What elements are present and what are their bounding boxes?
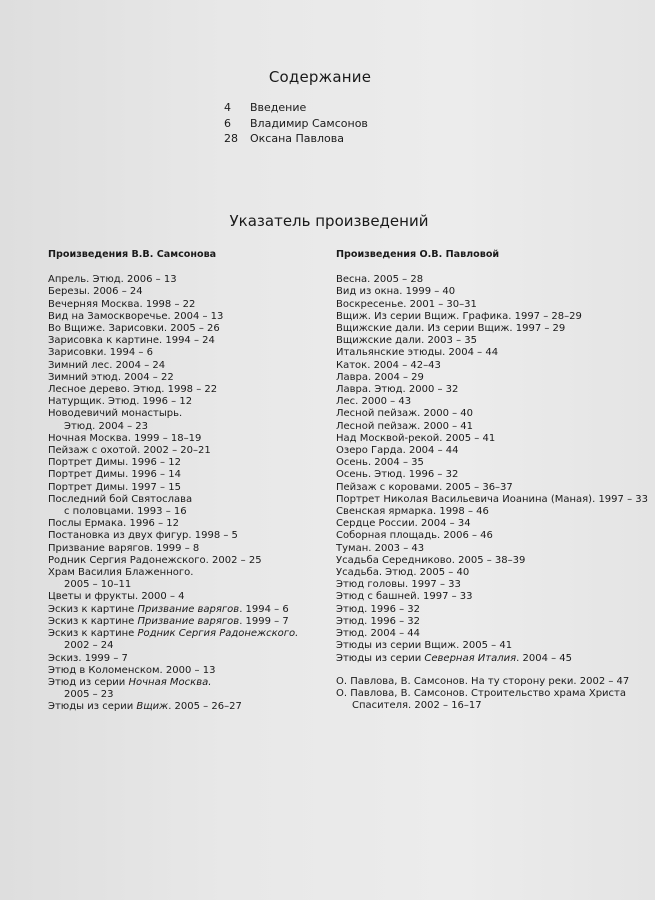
entry-prefix: Этюд из серии (48, 676, 129, 688)
index-entry: Лесной пейзаж. 2000 – 41 (336, 420, 474, 432)
index-entry: Вид на Замоскворечье. 2004 – 13 (48, 310, 224, 322)
contents-title: Содержание (268, 68, 372, 86)
index-entry: Над Москвой-рекой. 2005 – 41 (336, 432, 496, 444)
index-entry: Лавра. 2004 – 29 (336, 371, 424, 383)
index-entry: Лес. 2000 – 43 (336, 396, 412, 408)
index-column-samsonov (48, 249, 298, 714)
index-entry (336, 653, 648, 665)
entry-prefix: Этюды из серии (336, 652, 425, 664)
contents-page-number: 4 (224, 101, 231, 114)
index-entry (48, 628, 298, 640)
entry-italic-title: Вщиж (136, 701, 169, 713)
index-entry: Цветы и фрукты. 2000 – 4 (48, 591, 185, 603)
index-entry: Вечерняя Москва. 1998 – 22 (48, 298, 196, 310)
index-entry: Сердце России. 2004 – 34 (336, 518, 471, 530)
index-column-pavlova (336, 249, 648, 712)
index-entry: Портрет Димы. 1996 – 12 (48, 457, 181, 469)
entry-italic-title: Северная Италия (424, 652, 517, 664)
index-entry: Соборная площадь. 2006 – 46 (336, 530, 493, 542)
index-entry: Лесной пейзаж. 2000 – 40 (336, 408, 474, 420)
index-entry-continuation: 2002 – 24 (64, 640, 114, 652)
contents-list (224, 100, 368, 147)
index-entry: Постановка из двух фигур. 1998 – 5 (48, 530, 238, 542)
spacer (336, 665, 648, 676)
index-entry: Вщижские дали. 2003 – 35 (336, 335, 477, 347)
entry-prefix: Эскиз к картине (48, 615, 138, 627)
index-entry-continuation: Этюд. 2004 – 23 (64, 420, 149, 432)
index-entry: Этюд. 1996 – 32 (336, 615, 421, 627)
index-entry: Храм Василия Блаженного. (48, 567, 194, 579)
entry-suffix: . 2004 – 45 (516, 652, 573, 664)
index-entry: Весна. 2005 – 28 (336, 274, 424, 286)
index-entry: Туман. 2003 – 43 (336, 542, 425, 554)
index-entry: Апрель. Этюд. 2006 – 13 (48, 274, 177, 286)
index-entry (48, 701, 298, 713)
index-entry: Этюд в Коломенском. 2000 – 13 (48, 664, 216, 676)
index-title: Указатель произведений (229, 212, 429, 230)
entry-suffix: . 1994 – 6 (239, 603, 289, 615)
index-entry: Призвание варягов. 1999 – 8 (48, 542, 200, 554)
index-entry: Послы Ермака. 1996 – 12 (48, 518, 179, 530)
index-entry: О. Павлова, В. Самсонов. На ту сторону реки. 2002 – 47 (336, 675, 630, 687)
index-entry: Каток. 2004 – 42–43 (336, 359, 441, 371)
index-entry: Этюд с башней. 1997 – 33 (336, 591, 473, 603)
index-entry: Вид из окна. 1999 – 40 (336, 286, 456, 298)
index-entry-continuation: с половцами. 1993 – 16 (64, 506, 187, 518)
index-entry: Зимний лес. 2004 – 24 (48, 359, 166, 371)
index-entry: Озеро Гарда. 2004 – 44 (336, 445, 459, 457)
index-entry: Этюды из серии Вщиж. 2005 – 41 (336, 640, 513, 652)
index-entry: Усадьба. Этюд. 2005 – 40 (336, 567, 470, 579)
index-entry: Во Вщиже. Зарисовки. 2005 – 26 (48, 323, 220, 335)
index-entry: Березы. 2006 – 24 (48, 286, 143, 298)
index-entry: Эскиз. 1999 – 7 (48, 652, 128, 664)
index-entry: Лесное дерево. Этюд. 1998 – 22 (48, 384, 218, 396)
index-entry: О. Павлова, В. Самсонов. Строительство храма Христа (336, 687, 626, 699)
column-heading: Произведения В.В. Самсонова (48, 249, 217, 260)
entry-italic-title: Родник Сергия Радонежского. (137, 628, 299, 640)
index-entry: Зарисовки. 1994 – 6 (48, 347, 153, 359)
entry-italic-title: Призвание варягов (137, 603, 240, 615)
index-entry: Ночная Москва. 1999 – 18–19 (48, 432, 202, 444)
index-entry: Этюд. 1996 – 32 (336, 603, 421, 615)
index-entry: Зимний этюд. 2004 – 22 (48, 371, 174, 383)
entry-italic-title: Ночная Москва. (128, 676, 212, 688)
index-entry: Новодевичий монастырь. (48, 408, 183, 420)
index-entry-continuation: Спасителя. 2002 – 16–17 (352, 700, 482, 712)
index-entry: Портрет Димы. 1996 – 14 (48, 469, 181, 481)
contents-item-title: Владимир Самсонов (250, 116, 368, 130)
index-entry (48, 616, 298, 628)
index-entry: Родник Сергия Радонежского. 2002 – 25 (48, 554, 262, 566)
index-entry: Зарисовка к картине. 1994 – 24 (48, 335, 215, 347)
index-entry: Портрет Николая Васильевича Иоанина (Маная). 1997 – 33 (336, 493, 648, 505)
index-entry: Осень. Этюд. 1996 – 32 (336, 469, 459, 481)
index-entry: Осень. 2004 – 35 (336, 457, 424, 469)
entry-prefix: Эскиз к картине (48, 603, 138, 615)
contents-item-title: Введение (250, 101, 307, 114)
entry-prefix: Этюды из серии (48, 701, 137, 713)
entry-prefix: Эскиз к картине (48, 628, 138, 640)
index-entry: Вщижские дали. Из серии Вщиж. 1997 – 29 (336, 323, 566, 335)
index-entry: Натурщик. Этюд. 1996 – 12 (48, 396, 193, 408)
index-entry (48, 604, 298, 616)
contents-page-number: 6 (224, 116, 231, 130)
column-heading: Произведения О.В. Павловой (336, 249, 500, 260)
index-entry: Пейзаж с охотой. 2002 – 20–21 (48, 445, 211, 457)
index-entry: Свенская ярмарка. 1998 – 46 (336, 506, 489, 518)
contents-item (224, 116, 368, 132)
entry-suffix: . 2005 – 26–27 (168, 701, 242, 713)
index-entry-continuation: 2005 – 23 (64, 689, 114, 701)
index-entry: Последний бой Святослава (48, 493, 193, 505)
index-entry-continuation: 2005 – 10–11 (64, 579, 132, 591)
index-entry: Вщиж. Из серии Вщиж. Графика. 1997 – 28–29 (336, 310, 582, 322)
index-entry: Усадьба Середниково. 2005 – 38–39 (336, 554, 526, 566)
contents-item-title: Оксана Павлова (250, 132, 344, 146)
entry-italic-title: Призвание варягов (137, 615, 240, 627)
index-entry: Этюд головы. 1997 – 33 (336, 579, 461, 591)
index-entry: Этюд. 2004 – 44 (336, 628, 421, 640)
contents-page-number: 28 (224, 132, 238, 146)
index-entry: Лавра. Этюд. 2000 – 32 (336, 384, 459, 396)
index-entry: Итальянские этюды. 2004 – 44 (336, 347, 499, 359)
index-entry (48, 677, 298, 689)
index-entry: Воскресенье. 2001 – 30–31 (336, 298, 477, 310)
index-entry: Пейзаж с коровами. 2005 – 36–37 (336, 481, 513, 493)
contents-item (224, 100, 368, 116)
index-entry: Портрет Димы. 1997 – 15 (48, 481, 181, 493)
entry-suffix: . 1999 – 7 (239, 615, 289, 627)
contents-item (224, 131, 368, 147)
